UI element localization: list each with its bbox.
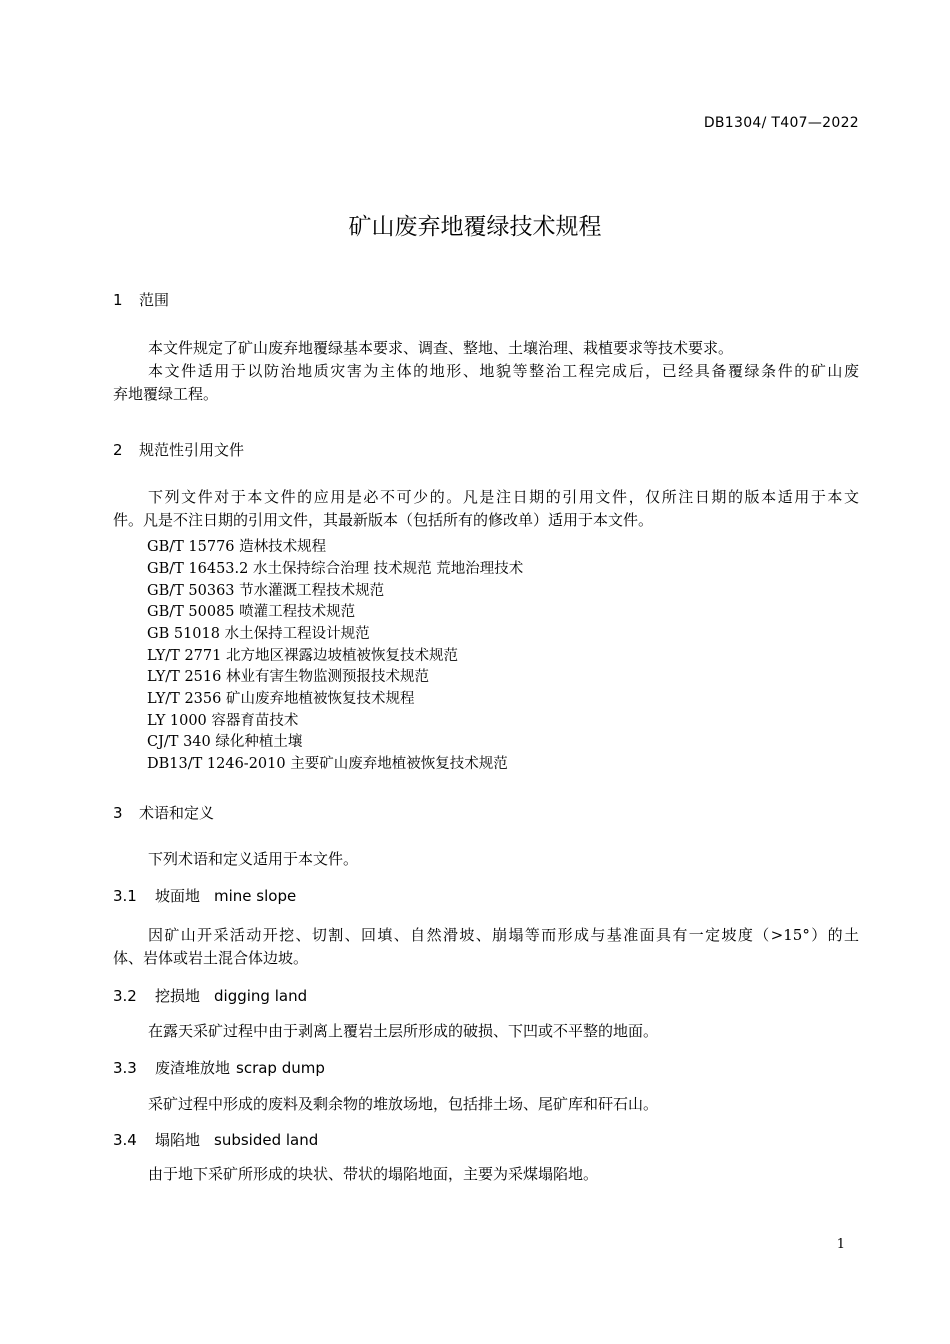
paragraph-line-1: 下列文件对于本文件的应用是必不可少的。凡是注日期的引用文件，仅所注日期的版本适用于本文: [148, 488, 859, 506]
section-title: 规范性引用文件: [139, 441, 245, 459]
reference-item: LY/T 2516 林业有害生物监测预报技术规范: [147, 669, 429, 685]
reference-item: GB/T 50363 节水灌溉工程技术规范: [147, 583, 385, 599]
term-en: subsided land: [214, 1131, 319, 1149]
term-3-3-heading: [113, 1057, 325, 1078]
term-en: scrap dump: [236, 1059, 325, 1077]
section-3-heading: [113, 802, 214, 823]
term-zh: 废渣堆放地: [155, 1059, 231, 1077]
reference-item: LY 1000 容器育苗技术: [147, 713, 299, 729]
term-number: 3.3: [113, 1059, 137, 1077]
term-3-1-definition: [113, 924, 859, 969]
document-title: 矿山废弃地覆绿技术规程: [348, 214, 602, 240]
section-2-heading: [113, 439, 244, 460]
standard-code: DB1304/ T407—2022: [703, 115, 859, 131]
section-1-paragraph-2: [113, 360, 859, 405]
term-3-4-definition: [113, 1163, 859, 1186]
term-3-2-heading: [113, 985, 307, 1006]
term-3-4-heading: [113, 1129, 318, 1150]
term-zh: 挖损地: [155, 987, 201, 1005]
term-3-2-definition: [113, 1020, 859, 1043]
term-en: mine slope: [214, 887, 297, 905]
section-3-intro: [113, 848, 859, 871]
section-number: 2: [113, 441, 123, 459]
reference-item: GB/T 16453.2 水土保持综合治理 技术规范 荒地治理技术: [147, 561, 524, 577]
term-number: 3.1: [113, 887, 137, 905]
section-1-heading: [113, 289, 169, 310]
definition-line-1: 采矿过程中形成的废料及剩余物的堆放场地，包括排土场、尾矿库和矸石山。: [148, 1095, 659, 1113]
section-2-paragraph: [113, 486, 859, 531]
definition-line-1: 在露天采矿过程中由于剥离上覆岩土层所形成的破损、下凹或不平整的地面。: [148, 1022, 659, 1040]
section-number: 1: [113, 291, 123, 309]
term-zh: 塌陷地: [155, 1131, 201, 1149]
paragraph-text: 本文件规定了矿山废弃地覆绿基本要求、调查、整地、土壤治理、栽植要求等技术要求。: [148, 339, 734, 357]
term-number: 3.2: [113, 987, 137, 1005]
definition-line-1: 因矿山开采活动开挖、切割、回填、自然滑坡、崩塌等而形成与基准面具有一定坡度（>15°）的土: [148, 926, 859, 944]
section-1-paragraph-1: [113, 337, 859, 360]
reference-item: LY/T 2771 北方地区裸露边坡植被恢复技术规范: [147, 648, 458, 664]
paragraph-line-2: 弃地覆绿工程。: [113, 384, 219, 403]
definition-line-2: 体、岩体或岩土混合体边坡。: [113, 948, 309, 967]
section-title: 范围: [139, 291, 170, 309]
term-3-3-definition: [113, 1093, 859, 1116]
reference-item: GB/T 15776 造林技术规程: [147, 539, 327, 555]
reference-item: CJ/T 340 绿化种植土壤: [147, 734, 303, 750]
reference-item: GB 51018 水土保持工程设计规范: [147, 626, 370, 642]
section-title: 术语和定义: [139, 804, 215, 822]
paragraph-line-2: 件。凡是不注日期的引用文件，其最新版本（包括所有的修改单）适用于本文件。: [113, 510, 654, 529]
section-number: 3: [113, 804, 123, 822]
page-number: 1: [836, 1237, 845, 1252]
definition-line-1: 由于地下采矿所形成的块状、带状的塌陷地面，主要为采煤塌陷地。: [148, 1165, 599, 1183]
term-3-1-heading: [113, 885, 296, 906]
paragraph-text: 下列术语和定义适用于本文件。: [148, 850, 359, 868]
reference-item: LY/T 2356 矿山废弃地植被恢复技术规程: [147, 691, 415, 707]
reference-item: DB13/T 1246-2010 主要矿山废弃地植被恢复技术规范: [147, 756, 508, 772]
term-number: 3.4: [113, 1131, 137, 1149]
term-zh: 坡面地: [155, 887, 201, 905]
paragraph-line-1: 本文件适用于以防治地质灾害为主体的地形、地貌等整治工程完成后，已经具备覆绿条件的矿山废: [148, 362, 859, 380]
term-en: digging land: [214, 987, 308, 1005]
reference-item: GB/T 50085 喷灌工程技术规范: [147, 604, 356, 620]
